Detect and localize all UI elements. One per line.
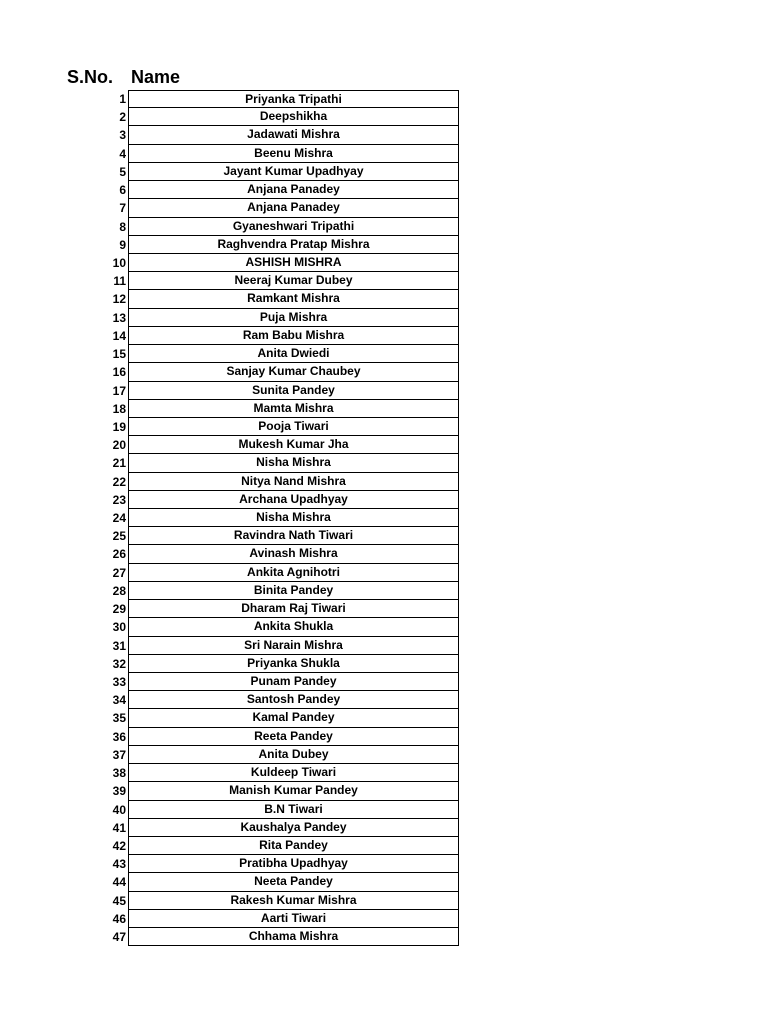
- name-table: [0, 90, 768, 946]
- serial-number: 18: [112, 401, 126, 416]
- name-cell: Jayant Kumar Upadhyay: [128, 163, 459, 181]
- name-cell: Sanjay Kumar Chaubey: [128, 363, 459, 381]
- table-row: [0, 199, 768, 217]
- name-cell: Sri Narain Mishra: [128, 637, 459, 655]
- table-row: [0, 382, 768, 400]
- name-cell: Pratibha Upadhyay: [128, 855, 459, 873]
- serial-number: 17: [112, 383, 126, 398]
- name-cell: Aarti Tiwari: [128, 910, 459, 928]
- table-row: [0, 746, 768, 764]
- name-cell: Beenu Mishra: [128, 145, 459, 163]
- table-row: [0, 454, 768, 472]
- name-cell: Mamta Mishra: [128, 400, 459, 418]
- name-cell: Mukesh Kumar Jha: [128, 436, 459, 454]
- name-cell: Neeraj Kumar Dubey: [128, 272, 459, 290]
- serial-number: 45: [112, 893, 126, 908]
- table-row: [0, 290, 768, 308]
- table-row: [0, 855, 768, 873]
- name-cell: Chhama Mishra: [128, 928, 459, 946]
- table-row: [0, 691, 768, 709]
- serial-number: 7: [119, 201, 126, 216]
- name-cell: Kuldeep Tiwari: [128, 764, 459, 782]
- serial-number: 8: [119, 219, 126, 234]
- name-cell: Ram Babu Mishra: [128, 327, 459, 345]
- name-cell: B.N Tiwari: [128, 801, 459, 819]
- serial-number: 21: [112, 456, 126, 471]
- table-row: [0, 728, 768, 746]
- serial-number: 25: [112, 529, 126, 544]
- name-cell: Neeta Pandey: [128, 873, 459, 891]
- serial-number: 33: [112, 675, 126, 689]
- name-cell: Anjana Panadey: [128, 199, 459, 217]
- name-cell: Nisha Mishra: [128, 509, 459, 527]
- table-row: [0, 254, 768, 272]
- name-cell: Santosh Pandey: [128, 691, 459, 709]
- serial-number: 19: [112, 419, 126, 434]
- name-cell: Ravindra Nath Tiwari: [128, 527, 459, 545]
- table-row: [0, 819, 768, 837]
- table-row: [0, 564, 768, 582]
- name-cell: Raghvendra Pratap Mishra: [128, 236, 459, 254]
- serial-number: 29: [112, 602, 126, 617]
- name-cell: Pooja Tiwari: [128, 418, 459, 436]
- serial-number: 23: [112, 492, 126, 507]
- serial-number: 28: [112, 583, 126, 598]
- serial-number: 34: [112, 693, 126, 708]
- serial-number: 39: [112, 784, 126, 799]
- serial-number: 36: [112, 729, 126, 744]
- serial-number: 4: [119, 146, 126, 161]
- name-cell: Sunita Pandey: [128, 382, 459, 400]
- name-cell: Jadawati Mishra: [128, 126, 459, 144]
- table-row: [0, 709, 768, 727]
- table-row: [0, 418, 768, 436]
- table-row: [0, 764, 768, 782]
- name-cell: Ramkant Mishra: [128, 290, 459, 308]
- serial-number: 22: [112, 474, 126, 489]
- table-row: [0, 126, 768, 144]
- serial-number: 20: [112, 438, 126, 453]
- serial-number: 31: [112, 638, 126, 653]
- table-row: [0, 801, 768, 819]
- serial-number: 44: [112, 875, 126, 890]
- table-row: [0, 218, 768, 236]
- table-row: [0, 910, 768, 928]
- name-cell: Ankita Shukla: [128, 618, 459, 636]
- name-cell: Priyanka Shukla: [128, 655, 459, 673]
- table-row: [0, 163, 768, 181]
- table-row: [0, 837, 768, 855]
- serial-number: 5: [119, 164, 126, 179]
- table-row: [0, 527, 768, 545]
- name-cell: Rita Pandey: [128, 837, 459, 855]
- serial-number: 24: [112, 511, 126, 526]
- name-cell: Gyaneshwari Tripathi: [128, 218, 459, 236]
- table-row: [0, 363, 768, 381]
- name-cell: Ankita Agnihotri: [128, 564, 459, 582]
- serial-number: 14: [112, 328, 126, 343]
- serial-number: 15: [112, 347, 126, 362]
- serial-number: 42: [112, 838, 126, 853]
- serial-number: 37: [112, 747, 126, 762]
- serial-number: 12: [112, 292, 126, 307]
- name-cell: Avinash Mishra: [128, 545, 459, 563]
- name-cell: Dharam Raj Tiwari: [128, 600, 459, 618]
- serial-number: 32: [112, 656, 126, 671]
- name-cell: Deepshikha: [128, 108, 459, 126]
- serial-number: 13: [112, 310, 126, 325]
- name-cell: Priyanka Tripathi: [128, 90, 459, 108]
- table-row: [0, 928, 768, 946]
- name-cell: Anita Dubey: [128, 746, 459, 764]
- table-row: [0, 637, 768, 655]
- table-row: [0, 491, 768, 509]
- table-row: [0, 90, 768, 108]
- serial-number: 38: [112, 766, 126, 781]
- table-row: [0, 673, 768, 691]
- serial-number: 10: [112, 255, 126, 270]
- column-header-name: Name: [131, 67, 181, 87]
- serial-number: 47: [112, 930, 126, 945]
- serial-number: 2: [119, 110, 126, 125]
- table-row: [0, 782, 768, 800]
- serial-number: 6: [119, 183, 126, 198]
- serial-number: 41: [112, 820, 126, 835]
- serial-number: 27: [112, 565, 126, 580]
- column-header-sno: S.No.: [67, 67, 114, 87]
- name-cell: Kaushalya Pandey: [128, 819, 459, 837]
- serial-number: 43: [112, 857, 126, 872]
- table-row: [0, 272, 768, 290]
- table-row: [0, 655, 768, 673]
- serial-number: 35: [112, 711, 126, 726]
- name-cell: Rakesh Kumar Mishra: [128, 892, 459, 910]
- serial-number: 16: [112, 365, 126, 380]
- serial-number: 1: [119, 92, 126, 106]
- name-cell: Punam Pandey: [128, 673, 459, 691]
- name-cell: Puja Mishra: [128, 309, 459, 327]
- table-row: [0, 436, 768, 454]
- name-cell: Anjana Panadey: [128, 181, 459, 199]
- table-row: [0, 545, 768, 563]
- serial-number: 3: [119, 128, 126, 143]
- name-cell: Anita Dwiedi: [128, 345, 459, 363]
- serial-number: 11: [113, 274, 126, 289]
- table-row: [0, 400, 768, 418]
- table-row: [0, 181, 768, 199]
- table-row: [0, 345, 768, 363]
- serial-number: 26: [112, 547, 126, 562]
- name-cell: ASHISH MISHRA: [128, 254, 459, 272]
- name-cell: Kamal Pandey: [128, 709, 459, 727]
- name-cell: Manish Kumar Pandey: [128, 782, 459, 800]
- name-cell: Reeta Pandey: [128, 728, 459, 746]
- serial-number: 9: [119, 237, 126, 252]
- table-row: [0, 309, 768, 327]
- table-row: [0, 473, 768, 491]
- name-cell: Nitya Nand Mishra: [128, 473, 459, 491]
- table-row: [0, 509, 768, 527]
- name-cell: Archana Upadhyay: [128, 491, 459, 509]
- table-row: [0, 145, 768, 163]
- table-row: [0, 873, 768, 891]
- serial-number: 46: [112, 911, 126, 926]
- table-row: [0, 618, 768, 636]
- table-row: [0, 600, 768, 618]
- serial-number: 40: [112, 802, 126, 817]
- name-cell: Binita Pandey: [128, 582, 459, 600]
- table-row: [0, 236, 768, 254]
- table-row: [0, 582, 768, 600]
- name-cell: Nisha Mishra: [128, 454, 459, 472]
- serial-number: 30: [112, 620, 126, 635]
- table-row: [0, 108, 768, 126]
- table-row: [0, 327, 768, 345]
- table-row: [0, 892, 768, 910]
